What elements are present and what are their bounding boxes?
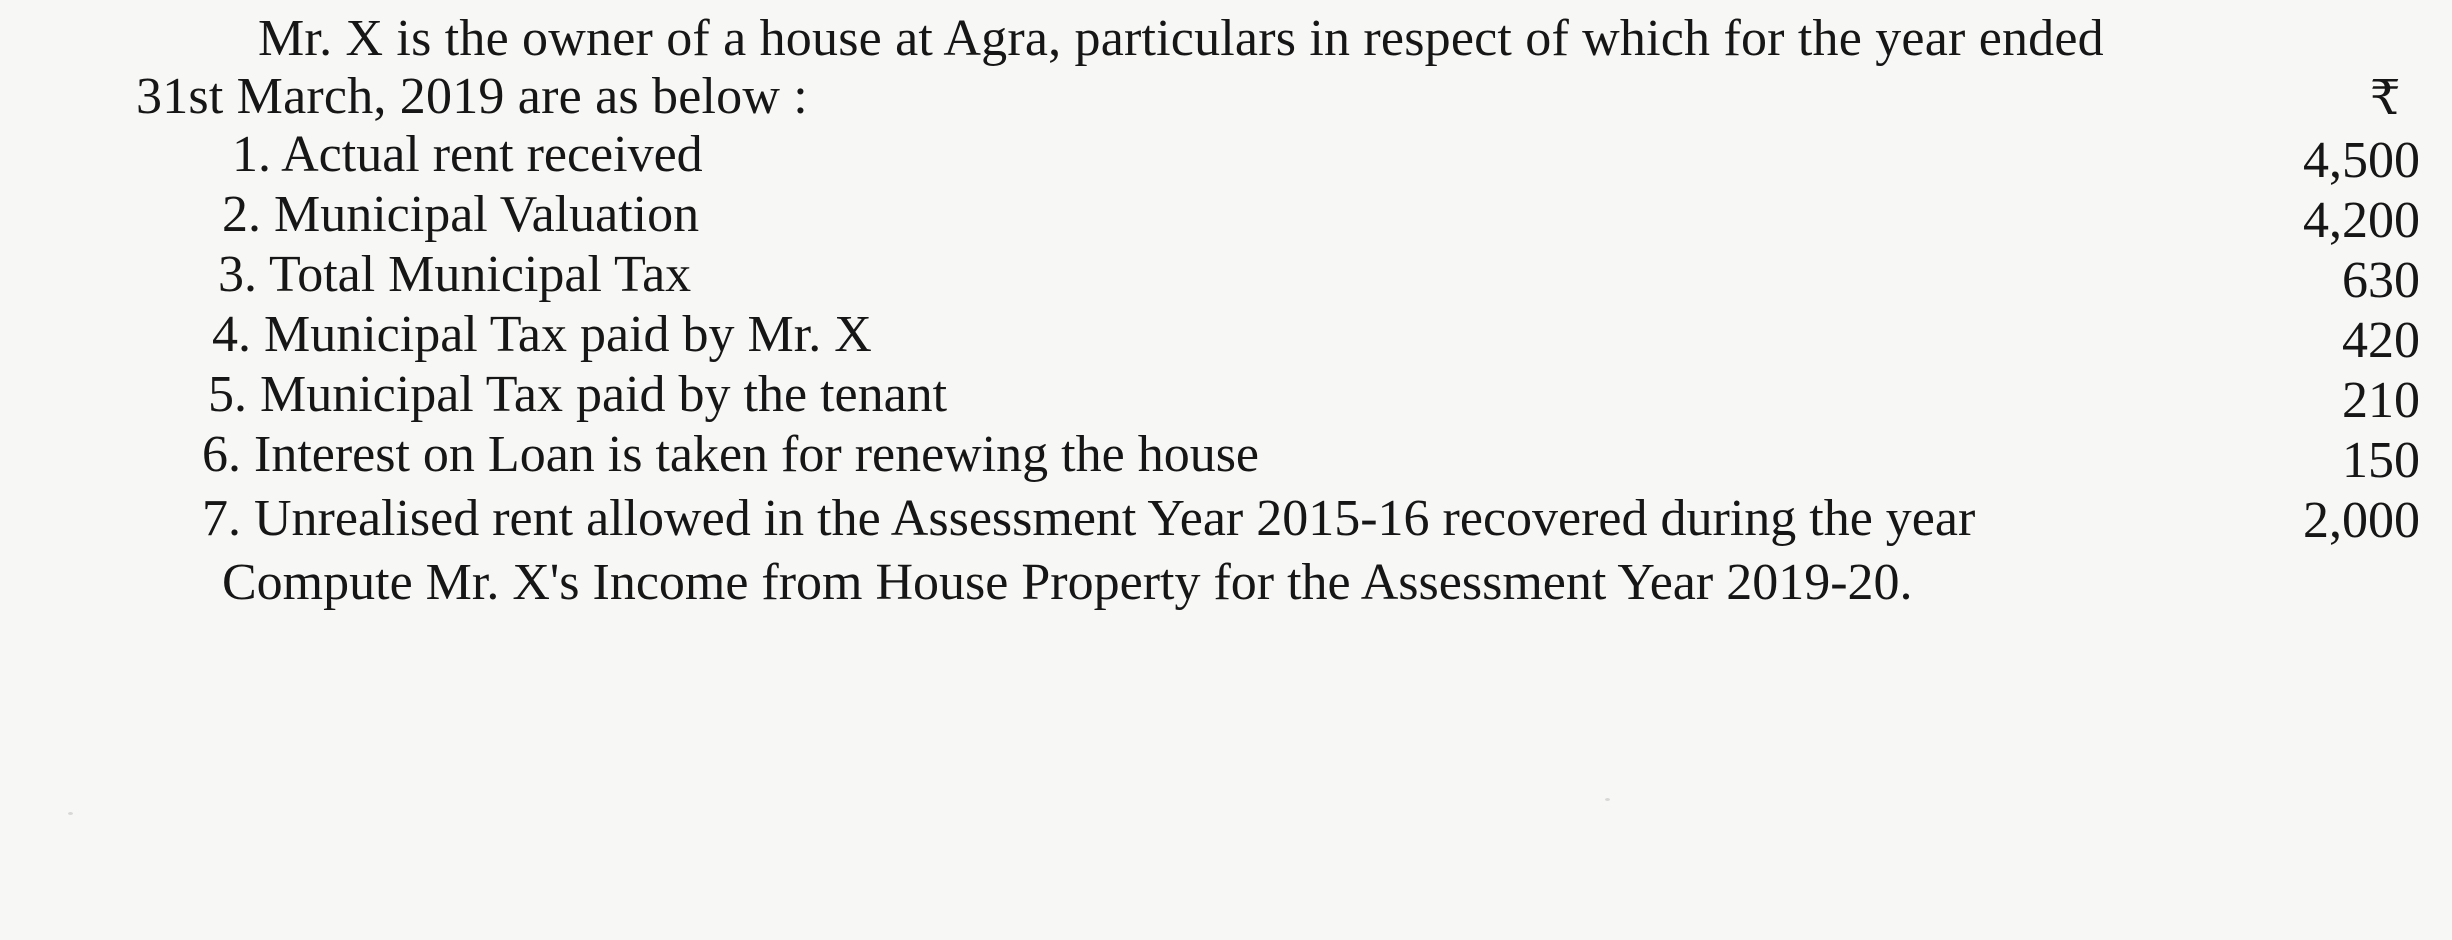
item-value: 150 bbox=[2342, 432, 2420, 489]
currency-header: ₹ bbox=[2370, 72, 2401, 125]
paper-speck bbox=[68, 812, 73, 815]
item-label: 5. Municipal Tax paid by the tenant bbox=[208, 366, 948, 423]
item-value: 210 bbox=[2342, 372, 2420, 429]
item-label: 6. Interest on Loan is taken for renewing the house bbox=[202, 426, 1260, 483]
item-value: 4,500 bbox=[2303, 132, 2420, 189]
item-value: 420 bbox=[2342, 312, 2420, 369]
item-label: 4. Municipal Tax paid by Mr. X bbox=[212, 306, 872, 363]
item-label: 3. Total Municipal Tax bbox=[218, 246, 692, 303]
item-value: 4,200 bbox=[2303, 192, 2420, 249]
intro-line-1: Mr. X is the owner of a house at Agra, particulars in respect of which for the year ended bbox=[258, 10, 2104, 67]
intro-line-2: 31st March, 2019 are as below : bbox=[136, 68, 808, 125]
item-label: 7. Unrealised rent allowed in the Assessment Year 2015-16 recovered during the year bbox=[202, 490, 1976, 547]
paper-speck bbox=[1605, 798, 1610, 801]
item-label: 2. Municipal Valuation bbox=[222, 186, 700, 243]
item-label: 1. Actual rent received bbox=[232, 126, 703, 183]
item-value: 2,000 bbox=[2303, 492, 2420, 549]
question-text: Compute Mr. X's Income from House Property for the Assessment Year 2019-20. bbox=[222, 554, 1913, 611]
item-value: 630 bbox=[2342, 252, 2420, 309]
